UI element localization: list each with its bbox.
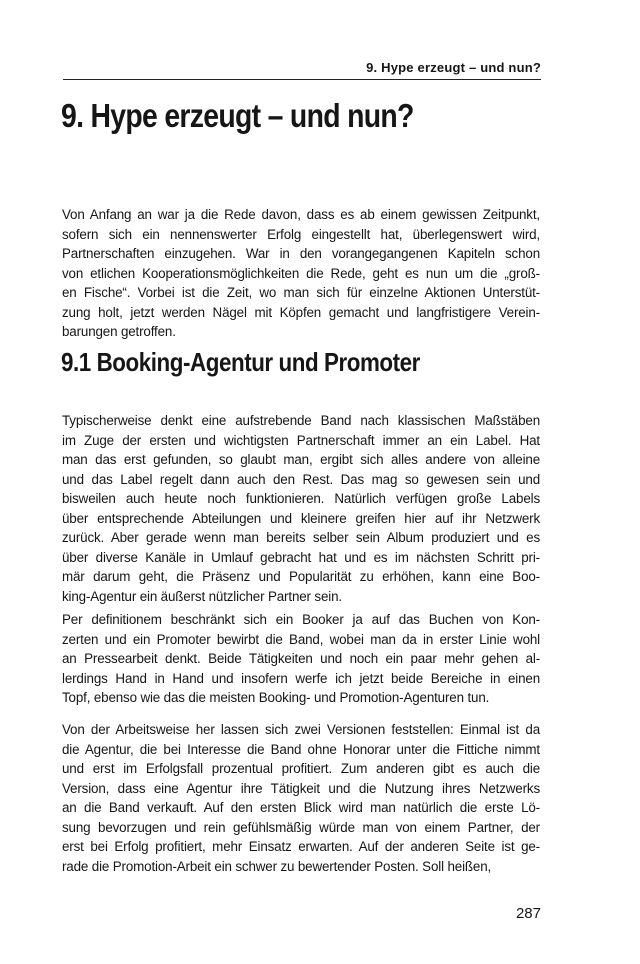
paragraph-intro — [62, 205, 540, 342]
text-line: Version, dass eine Agentur ihre Tätigkeit und die Nutzung ihres Netzwerks — [62, 780, 540, 796]
section-title: 9.1 Booking-Agentur und Promoter — [61, 347, 420, 377]
text-line: und erst im Erfolgsfall prozentual profitiert. Zum anderen gibt es auch die — [62, 761, 540, 776]
text-line: sofern sich ein nennenswerter Erfolg eingestellt hat, überlegenswert wird, — [62, 226, 540, 242]
text-line: sung bevorzugen und rein gefühlsmäßig würde man von einem Partner, der — [62, 819, 540, 835]
paragraph-booker — [62, 610, 540, 708]
text-line: rade die Promotion-Arbeit ein schwer zu bewertender Posten. Soll heißen, — [62, 858, 492, 874]
text-line: bisweilen auch heute noch funktionieren. Natürlich verfügen große Labels — [62, 491, 540, 506]
running-head: 9. Hype erzeugt – und nun? — [63, 60, 541, 80]
text-line: an Pressearbeit denkt. Beide Tätigkeiten und noch ein paar mehr gehen al- — [62, 651, 540, 666]
text-line: zerten und ein Promoter bewirbt die Band, wobei man da in erster Linie wohl — [62, 631, 540, 647]
text-line: über entsprechende Abteilungen und kleinere greifen hier auf ihr Netzwerk — [62, 510, 540, 526]
text-line: lerdings Hand in Hand und insofern werfe ich jetzt beide Bereiche in einen — [62, 670, 540, 686]
text-line: von etlichen Kooperationsmöglichkeiten die Rede, geht es nun um die „groß- — [62, 265, 540, 281]
text-line: im Zuge der ersten und wichtigsten Partnerschaft immer an ein Label. Hat — [62, 432, 540, 448]
text-line: Topf, ebenso wie das die meisten Booking- und Promotion-Agenturen tun. — [62, 690, 490, 705]
text-line: über diverse Kanäle in Umlauf gebracht hat und es im nächsten Schritt pri- — [62, 549, 540, 565]
text-line: barungen getroffen. — [62, 324, 176, 339]
text-line: king-Agentur ein äußerst nützlicher Partner sein. — [62, 588, 342, 604]
text-line: Partnerschaften einzugehen. War in den vorangegangenen Kapiteln schon — [62, 246, 540, 261]
text-line: Von Anfang an war ja die Rede davon, dass es ab einem gewissen Zeitpunkt, — [62, 207, 540, 222]
text-line: erst bei Erfolg profitiert, mehr Einsatz erwarten. Auf der anderen Seite ist ge- — [62, 839, 540, 854]
text-line: Per definitionem beschränkt sich ein Booker ja auf das Buchen von Kon- — [62, 612, 540, 627]
paragraph-label — [62, 411, 540, 606]
text-line: Von der Arbeitsweise her lassen sich zwei Versionen feststellen: Einmal ist da — [62, 722, 540, 737]
chapter-title: 9. Hype erzeugt – und nun? — [61, 97, 414, 134]
text-line: die Agentur, die bei Interesse die Band ohne Honorar unter die Fittiche nimmt — [62, 741, 540, 757]
text-line: en Fische“. Vorbei ist die Zeit, wo man sich für einzelne Aktionen Unterstüt- — [62, 285, 540, 300]
text-line: mär darum geht, die Präsenz und Popularität zu erhöhen, kann eine Boo- — [62, 569, 540, 584]
text-line: Typischerweise denkt eine aufstrebende Band nach klassischen Maßstäben — [62, 413, 540, 428]
text-line: und das Label regelt dann auch den Rest. Das mag so gewesen sein und — [62, 471, 540, 487]
text-line: zurück. Aber gerade wenn man bereits selber sein Album produziert und es — [62, 530, 540, 545]
text-line: zung holt, jetzt werden Nägel mit Köpfen gemacht und langfristigere Verein- — [62, 304, 540, 320]
text-line: an die Band verkauft. Auf den ersten Blick wird man natürlich die erste Lö- — [62, 800, 540, 815]
paragraph-versions — [62, 720, 540, 876]
page-number: 287 — [515, 905, 541, 922]
text-line: man das erst gefunden, so glaubt man, ergibt sich alles andere von alleine — [62, 452, 540, 467]
